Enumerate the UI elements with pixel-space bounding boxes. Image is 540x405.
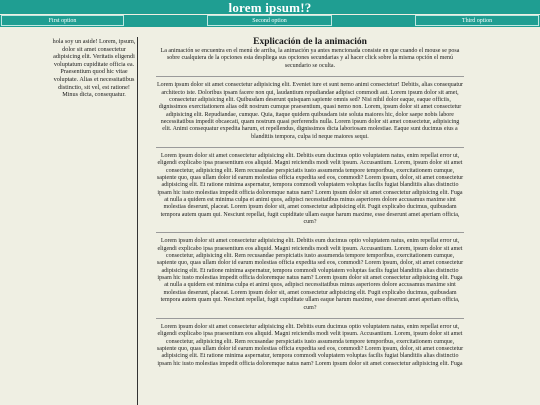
divider (156, 147, 464, 148)
divider (156, 232, 464, 233)
divider (156, 76, 464, 77)
content-paragraph: Lorem ipsum dolor sit amet consectetur adipisicing elit. Debitis eum ducimus optio voluptatem natus, enim repellat error ut, eligendi explicabo ipsa praesentium eos aliquid. Magni reiciendis modi velit ipsum. Accusantium. Lorem, ipsum dolor sit amet consectetur, adipisicing elit. Rem recusandae perspiciatis iusto assumenda tempore temporibus, exercitationem cumque, sapiente quo, quas ullam dolor id earum molestias officia expedita sed eos, commodi? Lorem ipsum, dolor, sit amet consectetur adipisicing elit. Et ratione minima aspernatur, tempora commodi voluptatem voluptas facilis fugiat blanditiis alias distinctio ipsam hic iusto molestias impedit officia doloremque natus nam? Lorem ipsum dolor sit amet consectetur adipisicing elit. Fuga at nulla a quidem est minima culpa et animi quos, adipisci necessitatibus minus asperiores dolore accusamus maxime sint molestias deserunt, placeat. Lorem ipsum dolor sit, amet consectetur adipisicing elit. Fugit explicabo ducimus, quibusdam tempora autem quam qui. Nesciunt repellat, fugit cupiditate ullam eaque harum maxime, esse deserunt amet aperiam officia, cum? (156, 238, 464, 311)
sidebar-divider (137, 37, 138, 405)
nav-item-first-option[interactable]: First option (1, 15, 124, 26)
section-intro: La animación se encuentra en el menú de arriba, la animación ya antes mencionada consiste en que cuando el mouse se posa sobre cualquiera de la opciones esta despliega sus opciones secundarias y al hacer click sobre la misma opción el menú secundario se oculta. (160, 48, 460, 69)
content-paragraph: Lorem ipsum dolor sit amet consectetur adipisicing elit. Debitis eum ducimus optio voluptatem natus, enim repellat error ut, eligendi explicabo ipsa praesentium eos aliquid. Magni reiciendis modi velit ipsum. Accusantium. Lorem, ipsum dolor sit amet consectetur, adipisicing elit. Rem recusandae perspiciatis iusto assumenda tempore temporibus, exercitationem cumque, sapiente quo, quas ullam dolor id earum molestias officia expedita sed eos, commodi? Lorem ipsum, dolor, sit amet consectetur adipisicing elit. Et ratione minima aspernatur, tempora commodi voluptatem voluptas facilis fugiat blanditiis alias distinctio ipsam hic iusto molestias impedit officia doloremque natus nam? Lorem ipsum dolor sit amet consectetur adipisicing elit. Fuga (156, 323, 464, 367)
content-paragraph: Lorem ipsum dolor sit amet consectetur adipisicing elit. Debitis eum ducimus optio voluptatem natus, enim repellat error ut, eligendi explicabo ipsa praesentium eos aliquid. Magni reiciendis modi velit ipsum. Accusantium. Lorem, ipsum dolor sit amet consectetur, adipisicing elit. Rem recusandae perspiciatis iusto assumenda tempore temporibus, exercitationem cumque, sapiente quo, quas ullam dolor id earum molestias officia expedita sed eos, commodi? Lorem ipsum, dolor, sit amet consectetur adipisicing elit. Et ratione minima aspernatur, tempora commodi voluptatem voluptas facilis fugiat blanditiis alias distinctio ipsam hic iusto molestias impedit officia doloremque natus nam? Lorem ipsum dolor sit amet consectetur adipisicing elit. Fuga at nulla a quidem est minima culpa et animi quos, adipisci necessitatibus minus asperiores dolore accusamus maxime sint molestias deserunt, placeat. Lorem ipsum dolor sit, amet consectetur adipisicing elit. Fugit explicabo ducimus, quibusdam tempora autem quam qui. Nesciunt repellat, fugit cupiditate ullam eaque harum maxime, esse deserunt amet aperiam officia, cum? (156, 152, 464, 226)
section-title: Explicación de la animación (253, 37, 367, 47)
main-nav (0, 15, 540, 27)
nav-item-third-option[interactable]: Third option (415, 15, 539, 26)
aside-text: hola soy un aside! Lorem, ipsum, dolor sit amet consectetur adipisicing elit. Veritatis eligendi voluptatum cupiditate officia ea. Praesentium quod hic vitae voluptate. Alias et necessitatibus distinctio, sit vel, est ratione! Minus dicta, consequatur. (52, 38, 136, 99)
main-content (156, 36, 464, 368)
nav-item-second-option[interactable]: Second option (207, 15, 332, 26)
content-paragraph: Lorem ipsum dolor sit amet consectetur adipisicing elit. Eveniet iure et sunt nemo animi consectetur! Debitis, alias consequatur architecto iste. Doloribus ipsam facere non qui, laudantium repudiandae adipisci commodi aut. Lorem ipsum dolor sit amet, consectetur adipisicing elit. Quibusdam deserunt quisquam sapiente omnis sed? Nisi nihil dolor eaque, eaque officiis, dignissimos exercitationem alias odit nostrum cumque praesentium, quasi nemo non. Lorem, ipsum dolor sit amet consectetur adipisicing elit. Repudiandae, cumque. Quia, itaque quidem quibusdam iste soluta maiores hic, dolor saepe nobis labore necessitatibus impedit obcaecati, quam nostrum quasi perferendis nulla. Lorem ipsum dolor sit amet consectetur, adipisicing elit. Animi consequatur expedita harum, et repellendus, dignissimos dicta laboriosam molestiae. Eaque sunt ducimus eius a blanditiis tempora, culpa id neque maiores sequi. (156, 82, 464, 140)
site-title: lorem ipsum!? (228, 0, 312, 15)
divider (156, 318, 464, 319)
